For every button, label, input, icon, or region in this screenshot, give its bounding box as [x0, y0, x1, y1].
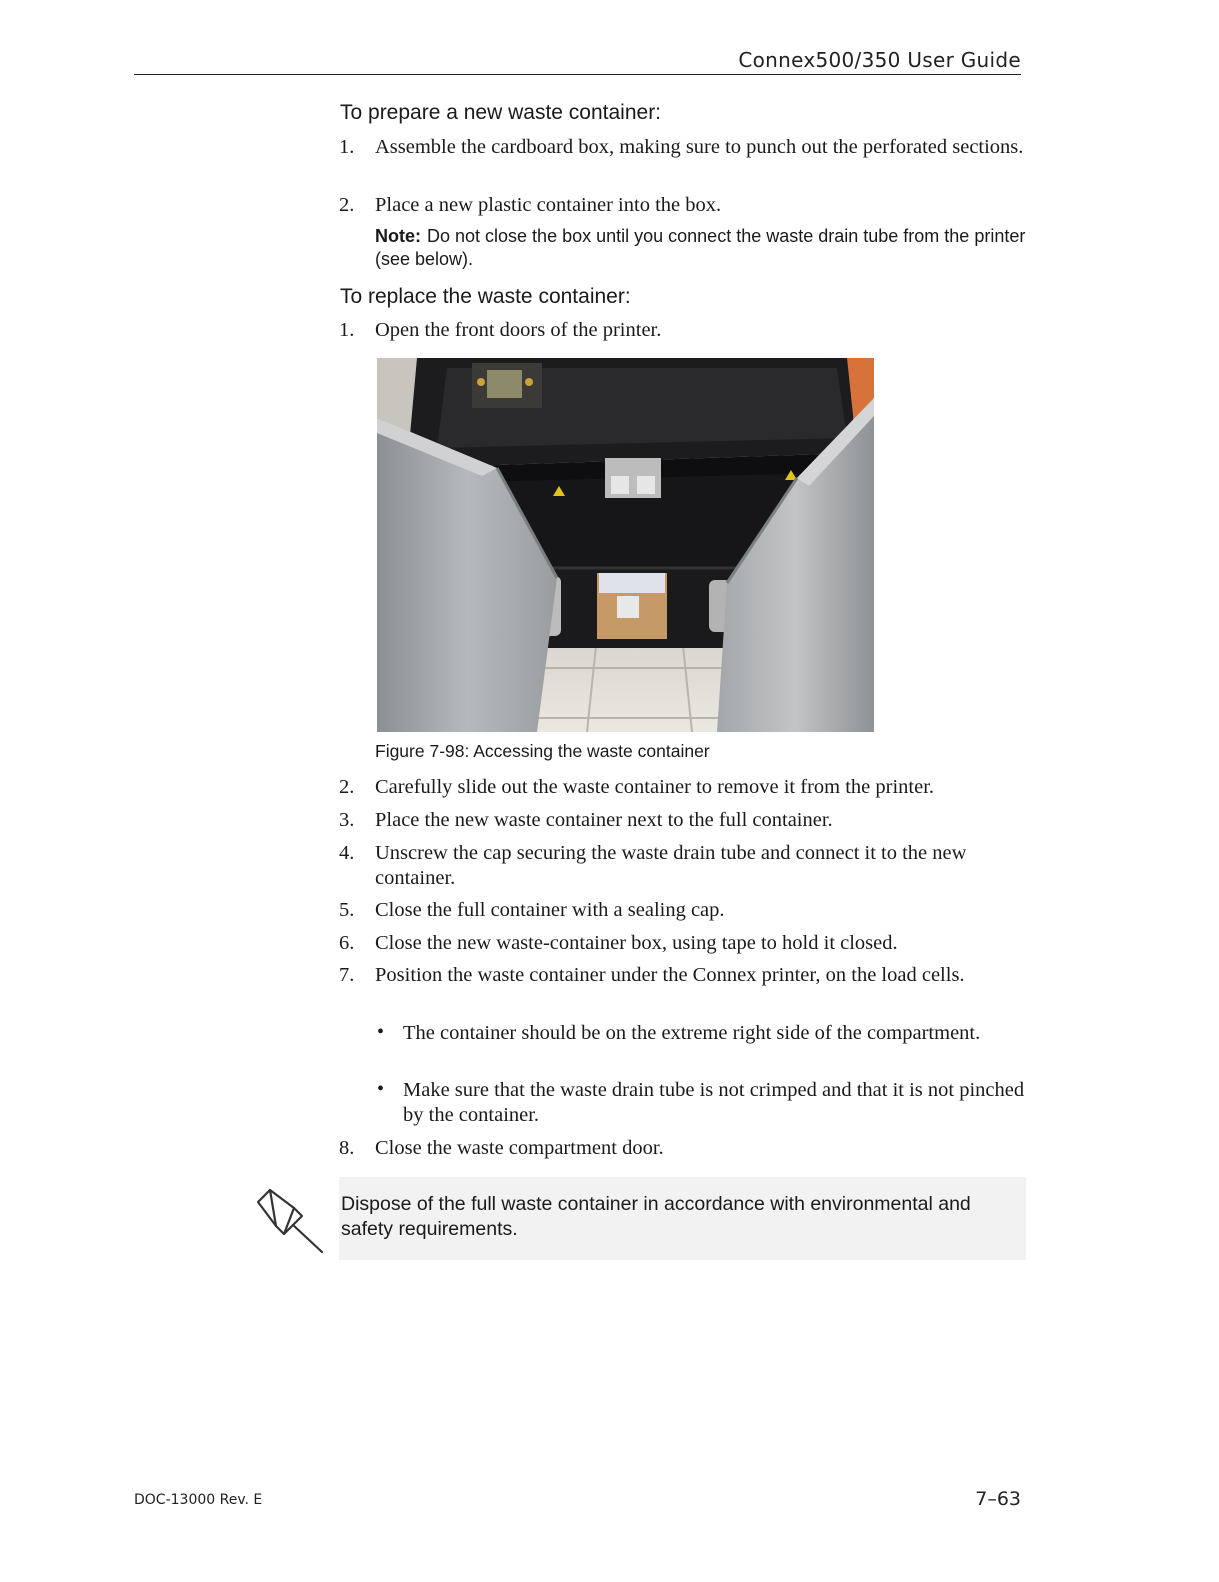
prepare-step-1 [339, 135, 1029, 160]
step-number: 5. [339, 899, 355, 921]
step-text: Place a new plastic container into the box. [375, 194, 722, 216]
step-text: Unscrew the cap securing the waste drain tube and connect it to the new container. [375, 842, 967, 889]
replace-step-6 [339, 931, 1029, 956]
bullet-text: Make sure that the waste drain tube is not crimped and that it is not pinched by the container. [403, 1079, 1025, 1126]
running-header [134, 46, 1021, 75]
bullet-item-2 [375, 1078, 1025, 1128]
pushpin-icon [254, 1186, 326, 1256]
bullet-item-1 [375, 1021, 1025, 1046]
note-label: Note: [375, 226, 421, 246]
note-text: Do not close the box until you connect the waste drain tube from the printer (see below). [375, 226, 1026, 269]
printer-photo [377, 358, 874, 732]
step-text: Close the waste compartment door. [375, 1137, 664, 1159]
footer-doc-id: DOC-13000 Rev. E [134, 1492, 263, 1508]
footer-page-number: 7–63 [975, 1488, 1021, 1510]
callout-text: Dispose of the full waste container in accordance with environmental and safety requirements. [341, 1193, 971, 1240]
replace-step-5 [339, 898, 1029, 923]
step-number: 4. [339, 842, 355, 864]
step-text: Place the new waste container next to the full container. [375, 809, 833, 831]
step-number: 1. [339, 319, 355, 341]
step-number: 6. [339, 932, 355, 954]
step-text: Open the front doors of the printer. [375, 319, 662, 341]
prepare-step-2 [339, 193, 1029, 218]
step-number: 2. [339, 194, 355, 216]
replace-step-2 [339, 775, 1029, 800]
figure-caption: Figure 7-98: Accessing the waste container [375, 741, 710, 761]
step-text: Position the waste container under the Connex printer, on the load cells. [375, 964, 965, 986]
step-text: Carefully slide out the waste container to remove it from the printer. [375, 776, 935, 798]
step-text: Close the full container with a sealing cap. [375, 899, 725, 921]
bullet-dot: • [377, 1021, 385, 1043]
replace-heading: To replace the waste container: [340, 285, 631, 308]
step-text: Close the new waste-container box, using tape to hold it closed. [375, 932, 898, 954]
printer-photo-illustration [377, 358, 874, 732]
replace-step-7 [339, 963, 1029, 988]
bullet-dot: • [377, 1078, 385, 1100]
step-number: 7. [339, 964, 355, 986]
step-number: 8. [339, 1137, 355, 1159]
document-title: Connex500/350 User Guide [738, 48, 1021, 72]
note [375, 225, 1035, 271]
step-number: 3. [339, 809, 355, 831]
replace-step-1 [339, 318, 1029, 343]
step-number: 1. [339, 136, 355, 158]
prepare-heading: To prepare a new waste container: [340, 101, 662, 124]
step-number: 2. [339, 776, 355, 798]
step-text: Assemble the cardboard box, making sure to punch out the perforated sections. [375, 136, 1024, 158]
replace-step-8 [339, 1136, 1029, 1161]
bullet-text: The container should be on the extreme right side of the compartment. [403, 1022, 981, 1044]
replace-step-3 [339, 808, 1029, 833]
replace-step-4 [339, 841, 1029, 891]
disposal-callout [339, 1177, 1026, 1260]
